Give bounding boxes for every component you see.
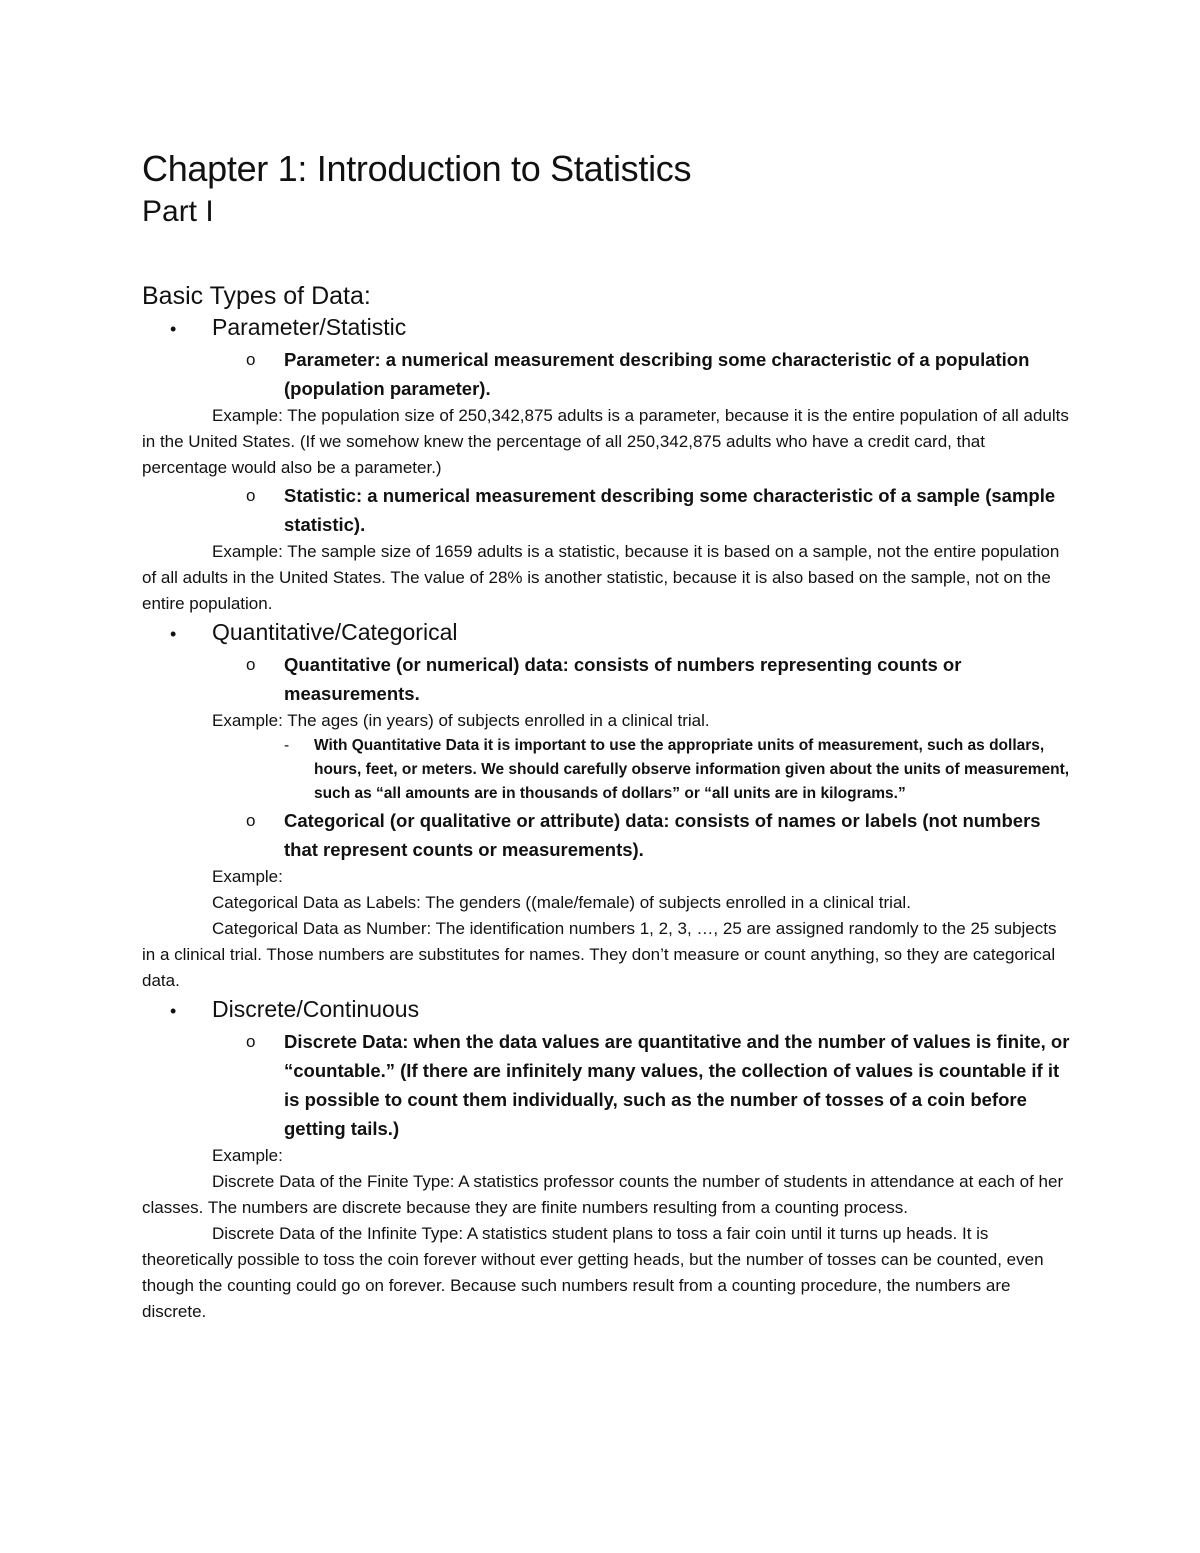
sub-item-text: Quantitative (or numerical) data: consists of numbers representing counts or measurements. <box>284 654 962 704</box>
sub-item-parameter <box>246 345 1072 403</box>
sub-item-statistic <box>246 481 1072 539</box>
bullet-label: Parameter/Statistic <box>212 314 407 340</box>
bullet-label: Quantitative/Categorical <box>212 619 458 645</box>
example-statistic: Example: The sample size of 1659 adults is a statistic, because it is based on a sample, not the entire population of all adults in the United States. The value of 28% is another statistic, because it is also based on the sample, not on the entire population. <box>142 542 1060 613</box>
part-subtitle: Part I <box>142 195 214 228</box>
example-discrete-infinite: Discrete Data of the Infinite Type: A statistics student plans to toss a fair coin until it turns up heads. It is theoretically possible to toss the coin forever without ever getting heads, but the number of tosses can be counted, even though the counting could go on forever. Because such numbers result from a counting procedure, the numbers are discrete. <box>142 1224 1044 1321</box>
sub-item-discrete <box>246 1027 1072 1143</box>
sub-marker: o <box>246 350 256 369</box>
document-body <box>142 148 1072 1325</box>
example-parameter: Example: The population size of 250,342,875 adults is a parameter, because it is the entire population of all adults in the United States. (If we somehow knew the percentage of all 250,342,875 adults who have a credit card, that percentage would also be a parameter.) <box>142 406 1069 477</box>
bullet-marker: • <box>170 319 177 339</box>
example-quantitative: Example: The ages (in years) of subjects enrolled in a clinical trial. <box>212 711 710 730</box>
chapter-title: Chapter 1: Introduction to Statistics <box>142 148 692 189</box>
bullet-label: Discrete/Continuous <box>212 996 420 1022</box>
dash-marker: - <box>284 737 290 754</box>
note-units <box>284 734 1072 806</box>
example-categorical-labels: Categorical Data as Labels: The genders ((male/female) of subjects enrolled in a clinical trial. <box>212 893 911 912</box>
sub-item-categorical <box>246 806 1072 864</box>
sub-marker: o <box>246 486 256 505</box>
sub-marker: o <box>246 1032 256 1051</box>
sub-item-text: Categorical (or qualitative or attribute) data: consists of names or labels (not numbers that represent counts or measurements). <box>284 810 1041 860</box>
example-label: Example: <box>212 1146 283 1165</box>
sub-marker: o <box>246 811 256 830</box>
example-discrete-finite: Discrete Data of the Finite Type: A statistics professor counts the number of students in attendance at each of her classes. The numbers are discrete because they are finite numbers resulting from a counting process. <box>142 1172 1064 1217</box>
note-text: With Quantitative Data it is important to use the appropriate units of measurement, such as dollars, hours, feet, or meters. We should carefully observe information given about the units of measurement, such as “all amounts are in thousands of dollars” or “all units are in kilograms.” <box>314 737 1070 802</box>
sub-item-text: Parameter: a numerical measurement describing some characteristic of a population (population parameter). <box>284 349 1030 399</box>
sub-marker: o <box>246 655 256 674</box>
example-categorical-numbers: Categorical Data as Number: The identification numbers 1, 2, 3, …, 25 are assigned randomly to the 25 subjects in a clinical trial. Those numbers are substitutes for names. They don’t measure or count anything, so they are categorical data. <box>142 919 1057 990</box>
bullet-discrete-continuous <box>142 994 1072 1027</box>
sub-item-text: Statistic: a numerical measurement describing some characteristic of a sample (sample statistic). <box>284 485 1056 535</box>
bullet-quantitative-categorical <box>142 617 1072 650</box>
sub-item-text: Discrete Data: when the data values are quantitative and the number of values is finite, or “countable.” (If there are infinitely many values, the collection of values is countable if it is possible to count them individually, such as the number of tosses of a coin before getting tails.) <box>284 1031 1070 1139</box>
example-label: Example: <box>212 867 283 886</box>
section-heading: Basic Types of Data: <box>142 282 371 310</box>
bullet-parameter-statistic <box>142 312 1072 345</box>
bullet-marker: • <box>170 1001 177 1021</box>
sub-item-quantitative <box>246 650 1072 708</box>
bullet-marker: • <box>170 624 177 644</box>
